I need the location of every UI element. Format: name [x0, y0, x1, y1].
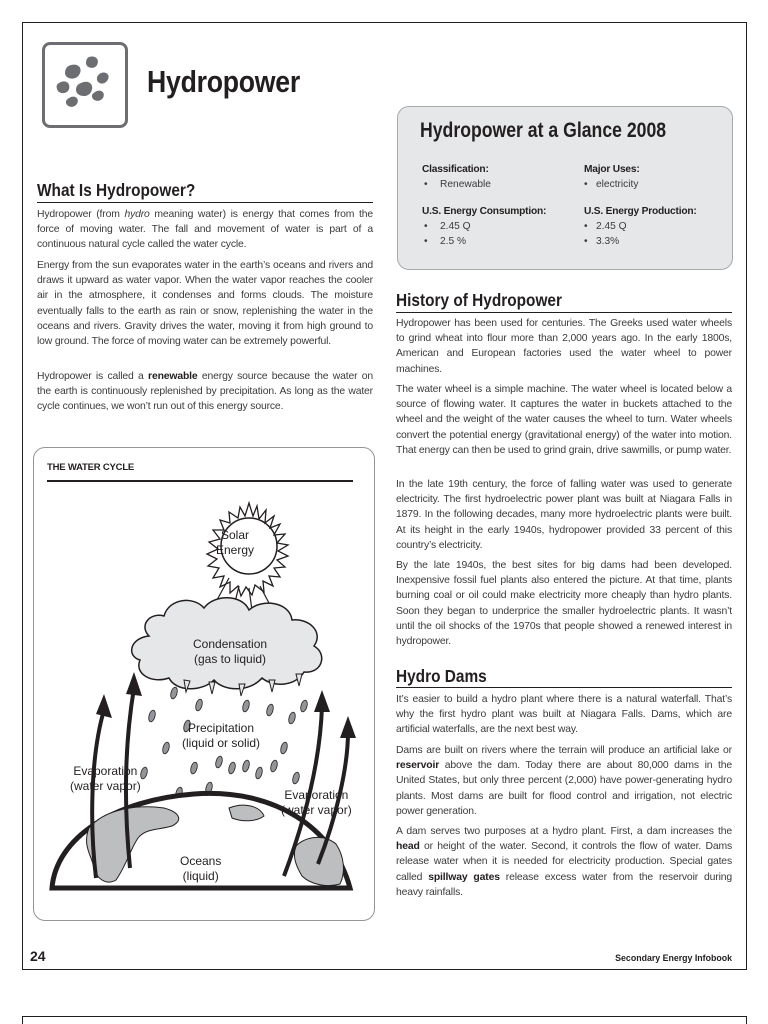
book-title: Secondary Energy Infobook	[615, 953, 732, 963]
dams-paragraph-3: A dam serves two purposes at a hydro plant. First, a dam increases the head or height of the water. Second, it controls the flow of water. Dams release water when it is needed for electricity production. Special gates called spillway gates release excess water from the reservoir during heavy rainfalls.	[396, 826, 732, 898]
water-cycle-figure	[33, 447, 375, 921]
history-paragraph-3: In the late 19th century, the force of falling water was used to generate electricity. The first hydroelectric power plant was built at Niagara Falls in 1879. In the following decades, many more hydroelectric plants were built. At its height in the early 1940s, hydropower provided 33 percent of this country’s electricity.	[396, 479, 732, 551]
what-is-hydropower-heading: What Is Hydropower?	[37, 180, 196, 200]
history-paragraph-4: By the late 1940s, the best sites for big dams had been developed. Inexpensive fossil fuel plants also entered the picture. At that time, plants burning coal or oil could make electricity more cheaply than hydro plants. Soon they began to underprice the smaller hydroelectric plants. It wasn’t until the oil shocks of the 1970s that people showed a renewed interest in hydropower.	[396, 560, 732, 648]
production-item: • 3.3%	[584, 236, 620, 247]
history-paragraph-1: Hydropower has been used for centuries. The Greeks used water wheels to grind wheat into flour more than 2,000 years ago. In the early 1800s, American and European factories used the water wheel to power machines.	[396, 318, 732, 375]
evaporation-right-text: Evaporation (water vapor)	[281, 788, 352, 817]
heading-rule	[396, 687, 732, 688]
classification-item: • Renewable	[424, 179, 491, 190]
hydro-dams-heading: Hydro Dams	[396, 666, 487, 686]
next-page-edge	[22, 1016, 747, 1024]
major-uses-label: Major Uses:	[584, 164, 640, 175]
dams-paragraph-2: Dams are built on rivers where the terrain will produce an artificial lake or reservoir above the dam. Today there are about 80,000 dams in the United States, but only three percent (2,000) have power-generating hydro plants. Most dams are built for flood control and irrigation, not electric power generation.	[396, 745, 732, 817]
solar-energy-text: Solar Energy	[216, 528, 255, 557]
precipitation-text: Precipitation (liquid or solid)	[182, 721, 261, 750]
consumption-item: • 2.5 %	[424, 236, 467, 247]
page-title: Hydropower	[147, 64, 300, 99]
major-uses-item: • electricity	[584, 179, 639, 190]
hydropower-at-a-glance-box	[397, 106, 733, 270]
condensation-text: Condensation (gas to liquid)	[193, 637, 268, 666]
glance-title: Hydropower at a Glance 2008	[420, 119, 667, 142]
consumption-label: U.S. Energy Consumption:	[422, 206, 547, 217]
heading-rule	[37, 202, 373, 203]
consumption-item: • 2.45 Q	[424, 221, 471, 232]
water-drops-icon	[42, 42, 128, 128]
production-label: U.S. Energy Production:	[584, 206, 697, 217]
what-is-paragraph-3: Hydropower is called a renewable energy source because the water on the earth is continuously replenished by precipitation. As long as the water cycle continues, we won’t run out of this energy source.	[37, 371, 373, 413]
water-cycle-diagram	[34, 448, 376, 922]
history-paragraph-2: The water wheel is a simple machine. The water wheel is located below a source of flowing water. It captures the water in buckets attached to the wheel and the weight of the water causes the wheel to turn. Water wheels convert the potential energy (gravitational energy) of the water into motion. That energy can then be used to grind grain, drive sawmills, or pump water.	[396, 384, 732, 456]
classification-label: Classification:	[422, 164, 489, 175]
water-cycle-label: THE WATER CYCLE	[47, 462, 135, 473]
heading-rule	[396, 312, 732, 313]
evaporation-left-text: Evaporation (water vapor)	[70, 764, 141, 793]
page-number: 24	[30, 948, 46, 964]
dams-paragraph-1: It’s easier to build a hydro plant where there is a natural waterfall. That’s why the first hydro plant was built at Niagara Falls. Dams, which are artificial waterfalls, are the next best way.	[396, 694, 732, 736]
what-is-paragraph-2: Energy from the sun evaporates water in the earth’s oceans and rivers and draws it upward as water vapor. When the water vapor reaches the cooler air in the atmosphere, it condenses and forms clouds. The moisture eventually falls to the earth as rain or snow, replenishing the water in the oceans and rivers. Gravity drives the water, moving it from high ground to low ground. The force of moving water can be extremely powerful.	[37, 260, 373, 348]
history-heading: History of Hydropower	[396, 290, 563, 310]
production-item: • 2.45 Q	[584, 221, 627, 232]
what-is-paragraph-1: Hydropower (from hydro meaning water) is energy that comes from the force of moving water. The fall and movement of water is part of a continuous natural cycle called the water cycle.	[37, 209, 373, 251]
oceans-text: Oceans (liquid)	[180, 854, 222, 883]
